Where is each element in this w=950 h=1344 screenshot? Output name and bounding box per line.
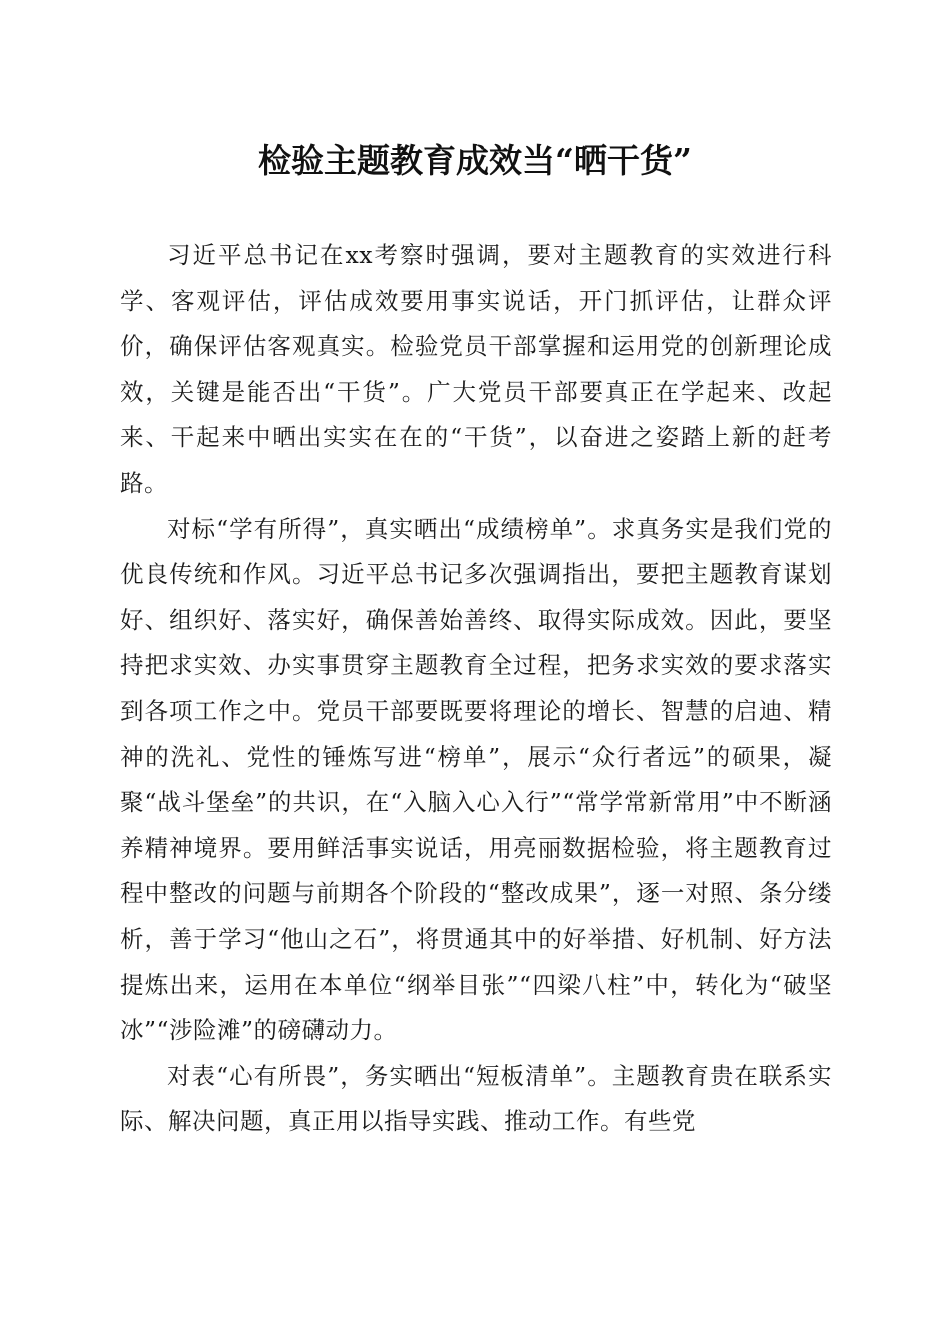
- document-body: [120, 233, 832, 1145]
- document-title: 检验主题教育成效当“晒干货”: [258, 141, 692, 180]
- paragraph-2: 对标“学有所得”，真实晒出“成绩榜单”。求真务实是我们党的优良传统和作风。习近平总书记多次强调指出，要把主题教育谋划好、组织好、落实好，确保善始善终、取得实际成效。因此，要坚持把求实效、办实事贯穿主题教育全过程，把务求实效的要求落实到各项工作之中。党员干部要既要将理论的增长、智慧的启迪、精神的洗礼、党性的锤炼写进“榜单”，展示“众行者远”的硕果，凝聚“战斗堡垒”的共识，在“入脑入心入行”“常学常新常用”中不断涵养精神境界。要用鲜活事实说话，用亮丽数据检验，将主题教育过程中整改的问题与前期各个阶段的“整改成果”，逐一对照、条分缕析，善于学习“他山之石”，将贯通其中的好举措、好机制、好方法提炼出来，运用在本单位“纲举目张”“四梁八柱”中，转化为“破坚冰”“涉险滩”的磅礴动力。: [120, 514, 832, 1045]
- paragraph-1: 习近平总书记在xx考察时强调，要对主题教育的实效进行科学、客观评估，评估成效要用事实说话，开门抓评估，让群众评价，确保评估客观真实。检验党员干部掌握和运用党的创新理论成效，关键是能否出“干货”。广大党员干部要真正在学起来、改起来、干起来中晒出实实在在的“干货”，以奋进之姿踏上新的赶考路。: [120, 241, 832, 497]
- paragraph-3: 对表“心有所畏”，务实晒出“短板清单”。主题教育贵在联系实际、解决问题，真正用以指导实践、推动工作。有些党: [120, 1061, 832, 1136]
